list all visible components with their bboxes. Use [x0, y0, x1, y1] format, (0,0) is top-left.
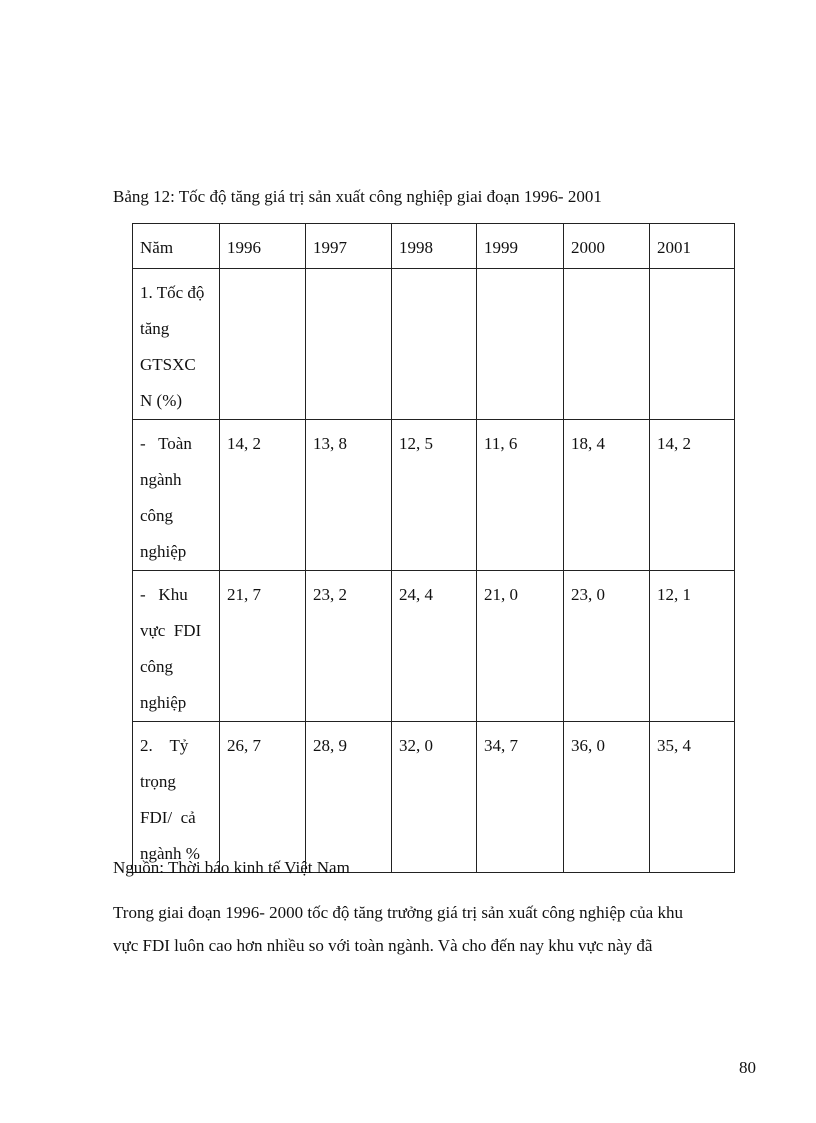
row-label: [133, 420, 220, 571]
industrial-growth-table: [132, 223, 735, 873]
table-cell: [477, 269, 564, 420]
row-label-line: N (%): [140, 391, 183, 410]
row-label-line: GTSXC: [140, 355, 196, 374]
table-source-note: Nguồn: Thời báo kinh tế Việt Nam: [113, 858, 350, 877]
table-header-row: [133, 224, 735, 269]
row-label-line: ngành %: [140, 844, 200, 863]
table-cell: [306, 269, 392, 420]
page-number: 80: [739, 1058, 756, 1077]
header-year-label: Năm: [133, 224, 220, 269]
header-year: 1999: [477, 224, 564, 269]
header-year: 1997: [306, 224, 392, 269]
table-cell: [564, 269, 650, 420]
row-label-line: ngành: [140, 470, 182, 489]
header-year: 2001: [650, 224, 735, 269]
header-year: 1996: [220, 224, 306, 269]
row-label-line: FDI/ cả: [140, 808, 196, 827]
table-row: [133, 269, 735, 420]
table-cell: [650, 269, 735, 420]
table-row: [133, 420, 735, 571]
row-label-line: - Toàn: [140, 434, 192, 453]
table-cell: 34, 7: [477, 722, 564, 873]
row-label-line: tăng: [140, 319, 170, 338]
row-label-line: công: [140, 506, 174, 525]
row-label-line: - Khu: [140, 585, 188, 604]
row-label-line: 2. Tỷ: [140, 736, 189, 755]
row-label-line: nghiệp: [140, 693, 187, 712]
table-cell: [392, 269, 477, 420]
paragraph-line: Trong giai đoạn 1996- 2000 tốc độ tăng trưởng giá trị sản xuất công nghiệp của khu: [113, 903, 683, 922]
row-label-line: công: [140, 657, 174, 676]
table-cell: [220, 269, 306, 420]
table-cell: 14, 2: [650, 420, 735, 571]
table-cell: 18, 4: [564, 420, 650, 571]
table-row: [133, 571, 735, 722]
row-label-line: nghiệp: [140, 542, 187, 561]
row-label: [133, 269, 220, 420]
row-label: [133, 722, 220, 873]
paragraph-line: vực FDI luôn cao hơn nhiều so với toàn ngành. Và cho đến nay khu vực này đã: [113, 936, 653, 955]
row-label-line: trọng: [140, 772, 176, 791]
table-cell: 36, 0: [564, 722, 650, 873]
table-cell: 14, 2: [220, 420, 306, 571]
table-cell: 12, 1: [650, 571, 735, 722]
table-caption: Bảng 12: Tốc độ tăng giá trị sản xuất công nghiệp giai đoạn 1996- 2001: [113, 187, 602, 206]
row-label-line: 1. Tốc độ: [140, 283, 205, 302]
table-cell: 23, 0: [564, 571, 650, 722]
table-cell: 35, 4: [650, 722, 735, 873]
table-cell: 21, 7: [220, 571, 306, 722]
table-cell: 26, 7: [220, 722, 306, 873]
table-cell: 23, 2: [306, 571, 392, 722]
table-row: [133, 722, 735, 873]
table-cell: 28, 9: [306, 722, 392, 873]
header-year: 1998: [392, 224, 477, 269]
table-cell: 32, 0: [392, 722, 477, 873]
row-label: [133, 571, 220, 722]
row-label-line: vực FDI: [140, 621, 202, 640]
table-cell: 12, 5: [392, 420, 477, 571]
table-cell: 24, 4: [392, 571, 477, 722]
table-cell: 11, 6: [477, 420, 564, 571]
body-paragraph: [113, 896, 753, 962]
table-cell: 13, 8: [306, 420, 392, 571]
header-year: 2000: [564, 224, 650, 269]
table-cell: 21, 0: [477, 571, 564, 722]
